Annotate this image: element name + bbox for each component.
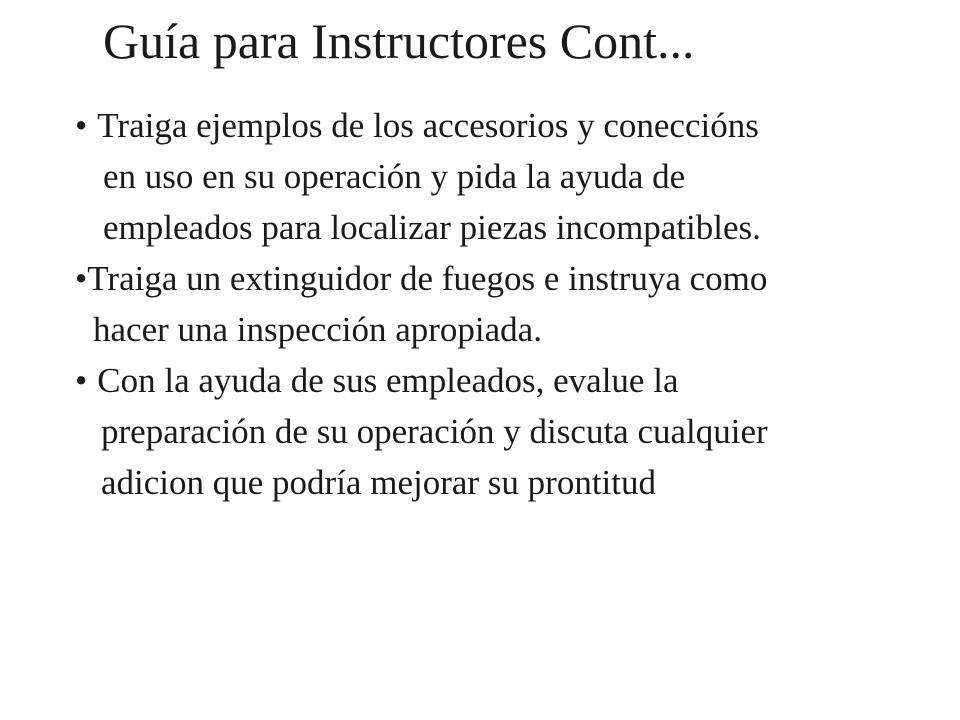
bullet-text: Traiga un extinguidor de fuegos e instruya como: [87, 259, 768, 298]
bullet-line-3-2: preparación de su operación y discuta cualquier: [101, 412, 768, 451]
bullet-line-3-3: adicion que podría mejorar su prontitud: [101, 463, 656, 502]
slide-title: Guía para Instructores Cont...: [103, 13, 695, 69]
bullet-line-3-1: [75, 356, 678, 406]
bullet-dot-icon: •: [75, 259, 88, 298]
bullet-line-2-1: [75, 254, 767, 304]
bullet-line-1-2: en uso en su operación y pida la ayuda de: [103, 157, 686, 196]
bullet-text: Traiga ejemplos de los accesorios y coneccións: [97, 106, 759, 145]
bullet-dot-icon: •: [75, 106, 88, 145]
bullet-text: Con la ayuda de sus empleados, evalue la: [97, 361, 679, 400]
bullet-line-1-3: empleados para localizar piezas incompatibles.: [103, 208, 761, 247]
bullet-dot-icon: •: [75, 361, 88, 400]
bullet-line-2-2: hacer una inspección apropiada.: [93, 310, 542, 349]
bullet-line-1-1: [75, 101, 759, 151]
